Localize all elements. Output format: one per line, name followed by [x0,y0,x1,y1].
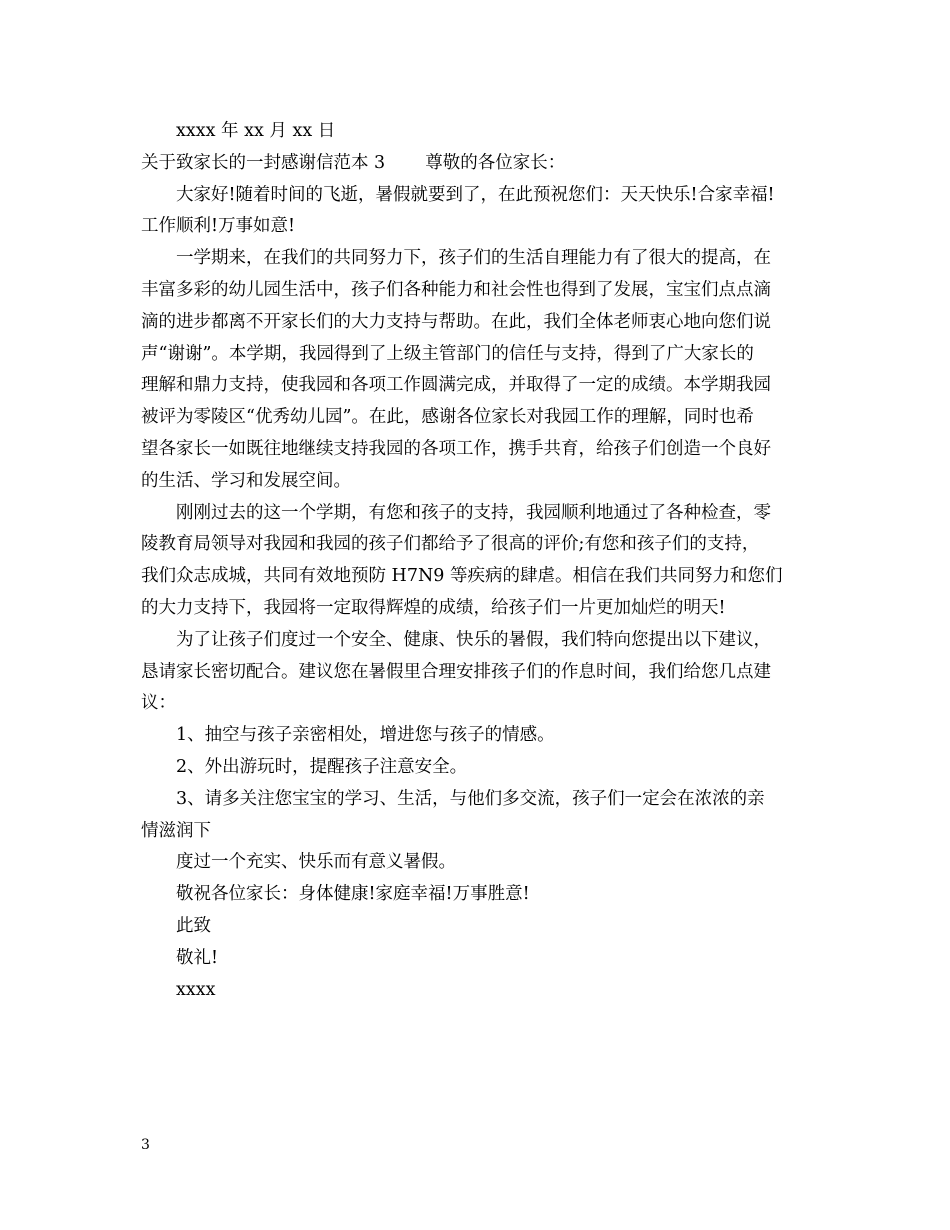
text-line: 大家好!随着时间的飞逝，暑假就要到了，在此预祝您们：天天快乐!合家幸福! [176,184,775,205]
title-salutation-line [141,148,813,180]
list-item-3 [141,784,813,848]
text-line: 1、抽空与孩子亲密相处，增进您与孩子的情感。 [176,725,555,746]
text-line: 敬祝各位家长：身体健康!家庭幸福!万事胜意! [176,884,530,905]
letter-title: 关于致家长的一封感谢信范本 3 [141,152,386,173]
list-item-1 [141,720,813,752]
text-line: 望各家长一如既往地继续支持我园的各项工作，携手共育，给孩子们创造一个良好 [141,438,771,459]
date-line: xxxx 年 xx 月 xx 日 [176,121,336,141]
text-line: 的大力支持下，我园将一定取得辉煌的成绩，给孩子们一片更加灿烂的明天! [141,597,726,618]
text-line: 刚刚过去的这一个学期，有您和孩子的支持，我园顺利地通过了各种检查，零 [176,502,771,523]
text-line: 2、外出游玩时，提醒孩子注意安全。 [176,756,468,777]
text-line: 敬礼! [176,947,219,968]
text-line: 理解和鼎力支持，使我园和各项工作圆满完成，并取得了一定的成绩。本学期我园 [141,375,771,396]
paragraph-continuation [141,847,813,879]
text-line: 丰富多彩的幼儿园生活中，孩子们各种能力和社会性也得到了发展，宝宝们点点滴 [141,279,771,300]
signature [141,975,813,1007]
text-line: 我们众志成城，共同有效地预防 H7N9 等疾病的肆虐。相信在我们共同努力和您们 [141,566,783,587]
closing-salute [141,943,813,975]
text-line: 情滋润下 [141,820,211,841]
text-line: 此致 [176,915,211,936]
paragraph-suggestions [141,625,813,720]
text-line: 度过一个充实、快乐而有意义暑假。 [176,852,456,873]
text-line: 工作顺利!万事如意! [141,216,296,237]
text-line: 声“谢谢”。本学期，我园得到了上级主管部门的信任与支持，得到了广大家长的 [141,343,754,364]
text-line: 被评为零陵区“优秀幼儿园”。在此，感谢各位家长对我园工作的理解，同时也希 [141,407,754,428]
text-line: 恳请家长密切配合。建议您在暑假里合理安排孩子们的作息时间，我们给您几点建 [141,661,771,682]
text-line: 为了让孩子们度过一个安全、健康、快乐的暑假，我们特向您提出以下建议， [176,629,771,650]
page-number: 3 [141,1137,150,1153]
text-line: xxxx [176,979,216,1000]
list-item-2 [141,752,813,784]
text-line: 一学期来，在我们的共同努力下，孩子们的生活自理能力有了很大的提高，在 [176,248,771,269]
salutation: 尊敬的各位家长： [425,152,566,173]
paragraph-semester [141,243,813,497]
text-line: 议： [141,693,176,714]
text-line: 的生活、学习和发展空间。 [141,470,351,491]
text-line: 陵教育局领导对我园和我园的孩子们都给予了很高的评价;有您和孩子们的支持， [141,534,760,555]
letter-body [141,116,813,1006]
closing-phrase [141,911,813,943]
paragraph-wishes [141,879,813,911]
paragraph-greeting [141,180,813,244]
text-line: 滴的进步都离不开家长们的大力支持与帮助。在此，我们全体老师衷心地向您们说 [141,311,771,332]
text-line: 3、请多关注您宝宝的学习、生活，与他们多交流，孩子们一定会在浓浓的亲 [176,788,765,809]
paragraph-support [141,498,813,625]
